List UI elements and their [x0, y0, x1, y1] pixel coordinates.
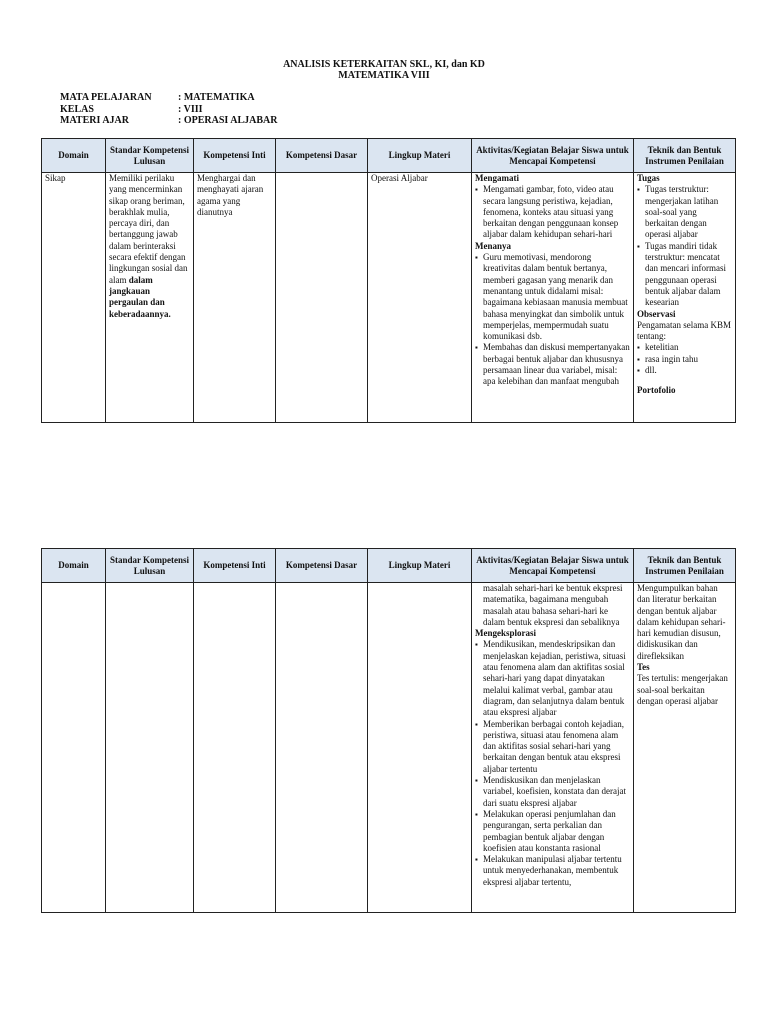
- meta-row-subject: [60, 92, 277, 104]
- list-item: ▪ Membahas dan diskusi mempertanyakan berbagai bentuk aljabar dan khususnya persamaan linear dua variabel, misal: apa kelebihan dan manfaat mengubah: [475, 342, 630, 387]
- header-kd: Kompetensi Dasar: [276, 549, 368, 583]
- skl-text: Memiliki perilaku yang mencerminkan sikap orang beriman, berakhlak mulia, percaya diri, dan bertanggung jawab dalam berinteraksi secara efektif dengan lingkungan sosial dan alam: [109, 173, 188, 285]
- meta-value: : OPERASI ALJABAR: [178, 115, 278, 126]
- header-aktivitas: Aktivitas/Kegiatan Belajar Siswa untuk Mencapai Kompetensi: [472, 139, 634, 173]
- header-lingkup: Lingkup Materi: [368, 549, 472, 583]
- list-item: ▪ Melakukan operasi penjumlahan dan pengurangan, serta perkalian dan pembagian bentuk aljabar dengan koefisien atau konstanta rasional: [475, 809, 630, 854]
- header-skl: Standar Kompetensi Lulusan: [106, 139, 194, 173]
- cell-aktivitas: [472, 173, 634, 423]
- cell-lingkup: Operasi Aljabar: [368, 173, 472, 423]
- cell-skl: [106, 173, 194, 423]
- section-portofolio: Portofolio: [637, 385, 676, 396]
- list-item: ▪ Mendiskusikan dan menjelaskan variabel, koefisien, konstata dan derajat dari suatu ekspresi aljabar: [475, 775, 630, 809]
- skl-bold-text: dalam jangkauan pergaulan dan keberadaannya.: [109, 274, 171, 319]
- meta-key: KELAS: [60, 103, 94, 115]
- table-header-row: [42, 549, 736, 583]
- meta-block: [60, 92, 277, 127]
- analysis-table-1: [41, 138, 736, 423]
- aktivitas-continued-text: masalah sehari-hari ke bentuk ekspresi matematika, bagaimana mengubah masalah atau bahasa sehari-hari ke dalam bentuk ekspresi dan sebaliknya: [483, 583, 623, 627]
- cell-domain: Sikap: [42, 173, 106, 423]
- header-teknik: Teknik dan Bentuk Instrumen Penilaian: [634, 139, 736, 173]
- list-mengamati: [475, 184, 630, 240]
- list-item: ▪ Melakukan manipulasi aljabar tertentu untuk menyederhanakan, membentuk ekspresi aljabar tertentu,: [475, 854, 630, 888]
- cell-domain: [42, 583, 106, 913]
- table-header-row: [42, 139, 736, 173]
- header-ki: Kompetensi Inti: [194, 549, 276, 583]
- header-domain: Domain: [42, 139, 106, 173]
- header-teknik: Teknik dan Bentuk Instrumen Penilaian: [634, 549, 736, 583]
- cell-skl: [106, 583, 194, 913]
- cell-aktivitas: [472, 583, 634, 913]
- cell-kd: [276, 173, 368, 423]
- meta-row-class: [60, 104, 277, 116]
- document-title: ANALISIS KETERKAITAN SKL, KI, dan KD: [283, 59, 485, 70]
- section-observasi: Observasi: [637, 308, 676, 319]
- header-kd: Kompetensi Dasar: [276, 139, 368, 173]
- table-row: [42, 173, 736, 423]
- list-item: ▪ ketelitian: [637, 342, 732, 353]
- document-subtitle: MATEMATIKA VIII: [338, 70, 430, 81]
- table-row: [42, 583, 736, 913]
- header-domain: Domain: [42, 549, 106, 583]
- meta-key: MATA PELAJARAN: [60, 92, 152, 103]
- list-menanya: [475, 252, 630, 388]
- list-observasi: [637, 342, 732, 376]
- list-item: ▪ Mengamati gambar, foto, video atau secara langsung peristiwa, kejadian, fenomena, konteks atau situasi yang berkaitan dengan penggunaan konsep aljabar dalam kehidupan sehari-hari: [475, 184, 630, 240]
- list-item: ▪ dll.: [637, 365, 732, 376]
- header-lingkup: Lingkup Materi: [368, 139, 472, 173]
- cell-kd: [276, 583, 368, 913]
- list-item: ▪ Guru memotivasi, mendorong kreativitas dalam bentuk bertanya, memberi gagasan yang menarik dan menantang untuk didalami misal: bagaimana kebiasaan manusia membuat bahasa menyingkat dan simbolik untuk memperjelas, mempermudah suatu komunikasi dsb.: [475, 252, 630, 342]
- header-skl: Standar Kompetensi Lulusan: [106, 549, 194, 583]
- observasi-text: Pengamatan selama KBM tentang:: [637, 319, 731, 342]
- meta-value: : VIII: [178, 103, 203, 115]
- section-menanya: Menanya: [475, 240, 511, 251]
- list-item: ▪ rasa ingin tahu: [637, 354, 732, 365]
- teknik-continued-text: Mengumpulkan bahan dan literatur berkaitan dengan bentuk aljabar dalam kehidupan sehari-hari kemudian disusun, didiskusikan dan direfleksikan: [637, 583, 726, 661]
- meta-key: MATERI AJAR: [60, 115, 129, 126]
- list-item: ▪ Memberikan berbagai contoh kejadian, peristiwa, situasi atau fenomena alam dan aktifitas sosial sehari-hari yang berkaitan dengan bentuk atau ekspresi aljabar tertentu: [475, 719, 630, 775]
- cell-ki: [194, 583, 276, 913]
- cell-teknik: [634, 583, 736, 913]
- section-tes: Tes: [637, 662, 650, 673]
- header-ki: Kompetensi Inti: [194, 139, 276, 173]
- list-item: ▪ Tugas terstruktur: mengerjakan latihan soal-soal yang berkaitan dengan operasi aljabar: [637, 184, 732, 240]
- cell-lingkup: [368, 583, 472, 913]
- list-item: ▪ Tugas mandiri tidak terstruktur: mencatat dan mencari informasi penggunaan operasi bentuk aljabar dalam kesearian: [637, 241, 732, 309]
- list-tugas: [637, 184, 732, 308]
- list-mengeksplorasi: [475, 639, 630, 888]
- analysis-table-2: [41, 548, 736, 913]
- header-aktivitas: Aktivitas/Kegiatan Belajar Siswa untuk Mencapai Kompetensi: [472, 549, 634, 583]
- meta-value: : MATEMATIKA: [178, 92, 255, 103]
- cell-ki: Menghargai dan menghayati ajaran agama yang dianutnya: [194, 173, 276, 423]
- list-item: ▪ Mendikusikan, mendeskripsikan dan menjelaskan kejadian, peristiwa, situasi atau fenomena alam dan aktifitas sosial sehari-hari yang dapat dinyatakan melalui kalimat verbal, gambar atau diagram, dan selanjutnya dalam bentuk atau ekspresi aljabar: [475, 639, 630, 718]
- meta-row-material: [60, 115, 277, 127]
- section-mengamati: Mengamati: [475, 173, 519, 183]
- tes-text: Tes tertulis: mengerjakan soal-soal berkaitan dengan operasi aljabar: [637, 673, 728, 706]
- section-tugas: Tugas: [637, 173, 660, 183]
- section-mengeksplorasi: Mengeksplorasi: [475, 628, 537, 639]
- cell-teknik: [634, 173, 736, 423]
